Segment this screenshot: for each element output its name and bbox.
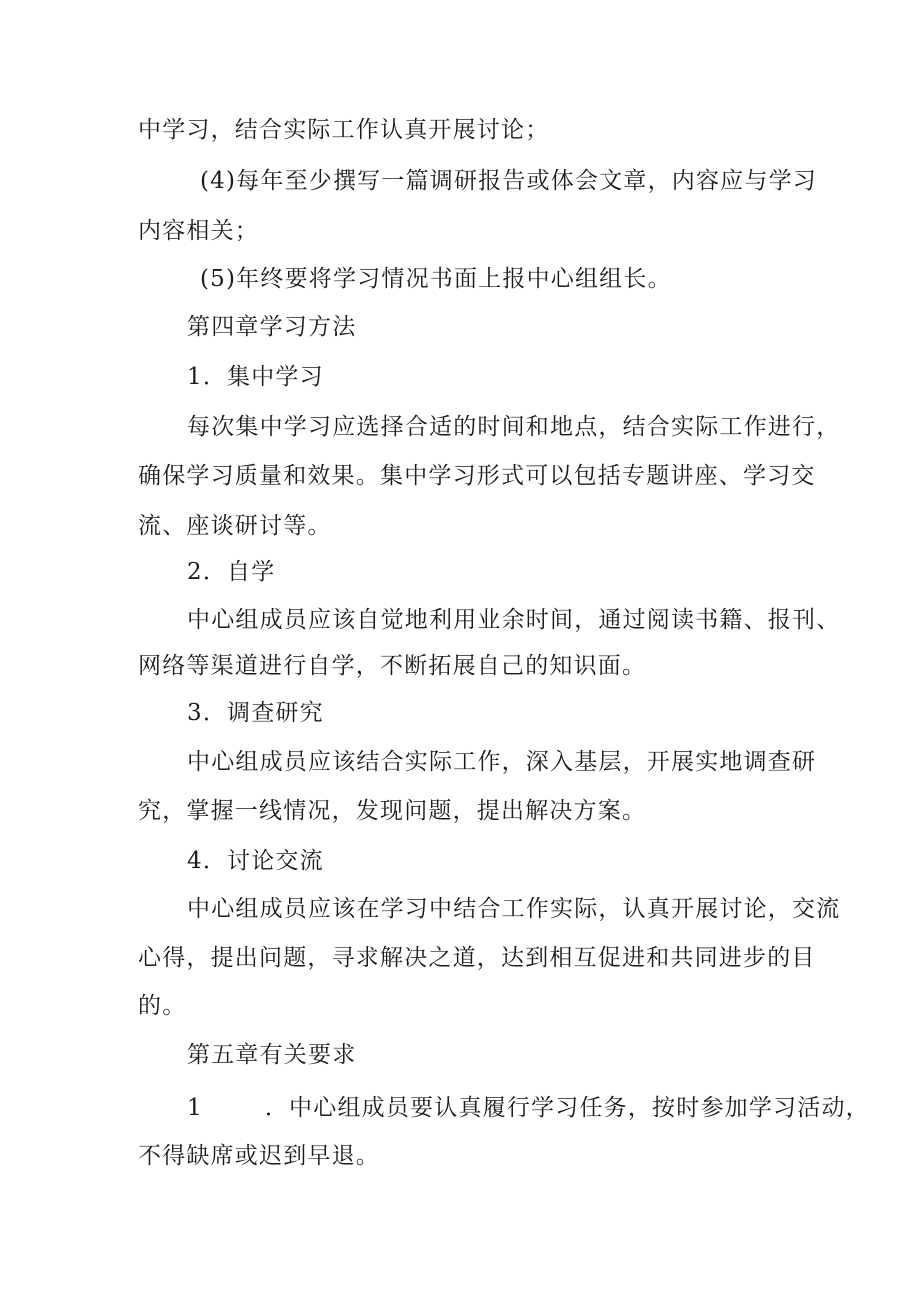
list-item-5: (5)年终要将学习情况书面上报中心组组长。 bbox=[200, 266, 672, 292]
section-heading: 1．集中学习 bbox=[187, 364, 324, 390]
chapter-heading: 第五章有关要求 bbox=[187, 1042, 357, 1068]
paragraph-line: 不得缺席或迟到早退。 bbox=[138, 1143, 380, 1169]
paragraph-line: 的。 bbox=[138, 993, 187, 1019]
section-heading: 4．讨论交流 bbox=[187, 848, 324, 874]
paragraph-line: 中心组成员应该在学习中结合工作实际，认真开展讨论，交流 bbox=[187, 896, 841, 922]
paragraph-line: 心得，提出问题，寻求解决之道，达到相互促进和共同进步的目 bbox=[138, 945, 816, 971]
list-item-1 bbox=[187, 1093, 870, 1123]
list-item-text: ．中心组成员要认真履行学习任务，按时参加学习活动， bbox=[264, 1095, 870, 1121]
paragraph-line: 中心组成员应该结合实际工作，深入基层，开展实地调查研 bbox=[187, 749, 817, 775]
paragraph-line: 中学习，结合实际工作认真开展讨论； bbox=[138, 117, 550, 143]
section-heading: 2．自学 bbox=[187, 559, 276, 585]
chapter-heading: 第四章学习方法 bbox=[187, 314, 357, 340]
list-item-4: (4)每年至少撰写一篇调研报告或体会文章，内容应与学习 bbox=[200, 168, 817, 194]
paragraph-line: 中心组成员应该自觉地利用业余时间，通过阅读书籍、报刊、 bbox=[187, 607, 841, 633]
paragraph-line: 确保学习质量和效果。集中学习形式可以包括专题讲座、学习交 bbox=[138, 463, 816, 489]
paragraph-line: 流、座谈研讨等。 bbox=[138, 513, 332, 539]
paragraph-line: 内容相关； bbox=[138, 218, 259, 244]
paragraph-line: 究，掌握一线情况，发现问题，提出解决方案。 bbox=[138, 798, 647, 824]
paragraph-line: 每次集中学习应选择合适的时间和地点，结合实际工作进行， bbox=[187, 414, 841, 440]
section-heading: 3．调查研究 bbox=[187, 700, 324, 726]
paragraph-line: 网络等渠道进行自学，不断拓展自己的知识面。 bbox=[138, 653, 647, 679]
list-item-number: 1 bbox=[187, 1095, 203, 1121]
